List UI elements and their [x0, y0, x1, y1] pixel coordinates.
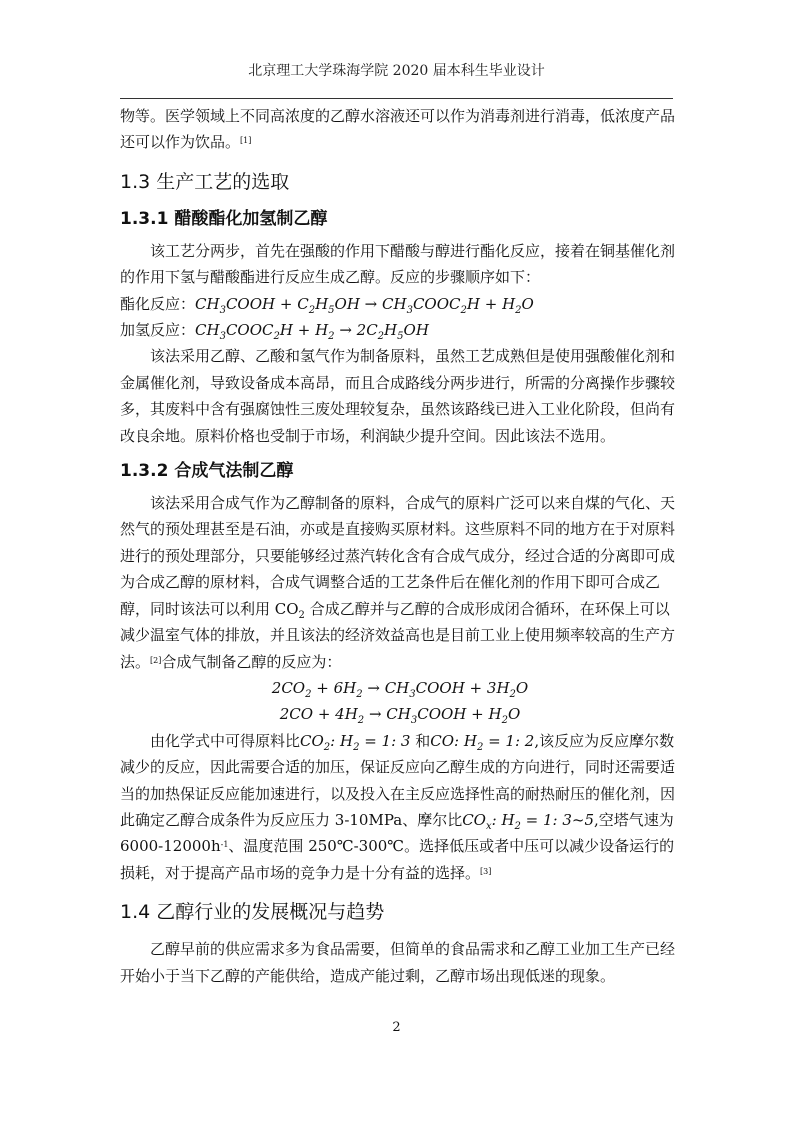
equation-esterification: 酯化反应：$CH_3COOH + C_2H_5OH$ → $CH_3COOC_2H + H_2O$: [120, 294, 534, 316]
equation-co: $2CO + 4H_2$ → $CH_3COOH + H_2O$: [279, 705, 521, 727]
equation-hydrogenation: 加氢反应：$CH_3COOC_2H + H_2 \to 2C_2H_5OH$: [120, 321, 429, 343]
paragraph: 由化学式中可得原料比$CO_2$: $H_2 = 1$: 3 和CO: $H_2 = 1$: 2,该反应为反应摩尔数减少的反应，因此需要合适的加压，保证反应向乙醇生成的方向进行，同时还需要适当的加热保证反应能加速进行，以及投入在主反应选择性高的耐热耐压的催化剂，因此确定乙醇合成条件为反应压力 3-10MPa、摩尔比$CO_x$: $H_2 = 1$: 3~5,空塔气速为 $6000-12000h^{-1}$、温度范围 250℃-300℃。选择低压或者中压可以减少设备运行的损耗，对于提高产品市场的竞争力是十分有益的选择。[3]: [120, 731, 676, 882]
equation: $CH_3COOH + C_2H_5OH$ → $CH_3COOC_2H + H_2O$: [195, 294, 534, 316]
equation: $CH_3COOC_2H + H_2 \to 2C_2H_5OH$: [195, 321, 429, 343]
paragraph: 该法采用乙醇、乙酸和氢气作为制备原料，虽然工艺成熟但是使用强酸催化剂和金属催化剂，导致设备成本高昂，而且合成路线分两步进行，所需的分离操作步骤较多，其废料中含有强腐蚀性三废处理较复杂，虽然该路线已进入工业化阶段，但尚有改良余地。原料价格也受制于市场，利润缺少提升空间。因此该法不选用。: [120, 347, 676, 445]
paragraph: 该法采用合成气作为乙醇制备的原料，合成气的原料广泛可以来自煤的气化、天然气的预处理甚至是石油，亦或是直接购买原材料。这些原料不同的地方在于对原料进行的预处理部分，只要能够经过蒸汽转化含有合成气成分，经过合适的分离即可成为合成乙醇的原材料，合成气调整合适的工艺条件后在催化剂的作用下即可合成乙醇，同时该法可以利用 $CO_2$ 合成乙醇并与乙醇的合成形成闭合循环，在环保上可以减少温室气体的排放，并且该法的经济效益高也是目前工业上使用频率较高的生产方法。[2]合成气制备乙醇的反应为：: [120, 494, 676, 671]
section-title-1-3-2: 1.3.2 合成气法制乙醇: [120, 461, 294, 482]
header-rule: [120, 98, 673, 99]
intro-paragraph: 物等。医学领域上不同高浓度的乙醇水溶液还可以作为消毒剂进行消毒，低浓度产品还可以作为饮品。[1]: [120, 107, 676, 152]
section-title-1-4: 1.4 乙醇行业的发展概况与趋势: [120, 901, 385, 924]
citation-3: [3]: [480, 866, 492, 876]
page-body: [120, 103, 680, 989]
citation-2: [2]: [150, 655, 162, 665]
page-number: 2: [392, 1020, 401, 1035]
page-header: 北京理工大学珠海学院 2020 届本科生毕业设计: [248, 63, 545, 79]
citation-1: [1]: [240, 136, 252, 146]
section-title-1-3-1: 1.3.1 醋酸酯化加氢制乙醇: [120, 208, 328, 229]
paragraph: 乙醇早前的供应需求多为食品需要，但简单的食品需求和乙醇工业加工生产已经开始小于当下乙醇的产能供给，造成产能过剩，乙醇市场出现低迷的现象。: [120, 940, 676, 985]
section-title-1-3: 1.3 生产工艺的选取: [120, 170, 290, 193]
equation-co2: $2CO_2 + 6H_2$ → $CH_3COOH + 3H_2O$: [271, 678, 529, 700]
paragraph: 该工艺分两步，首先在强酸的作用下醋酸与醇进行酯化反应，接着在铜基催化剂的作用下氢与醋酸酯进行反应生成乙醇。反应的步骤顺序如下：: [120, 241, 676, 287]
